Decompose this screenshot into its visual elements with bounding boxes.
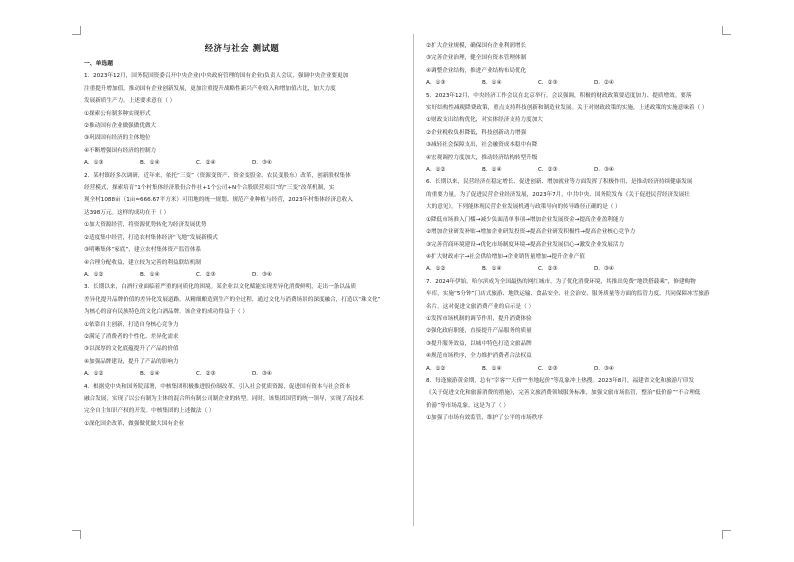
option-statement: ②推动国有企业做强做优做大 xyxy=(84,123,157,130)
answer-choice[interactable]: D．③④ xyxy=(594,365,614,372)
answer-choices-row xyxy=(426,77,742,89)
question-text-line: 差异化提升品牌价值的差异化发展道路。从精细酿造到生产的全过程，通过文化与消费场景的深度融合，打造以“珠文化” xyxy=(84,296,381,303)
answer-choice[interactable]: A．①③ xyxy=(84,160,104,167)
question-text-line: 达398万元。这样的成功在于（ ） xyxy=(84,209,170,216)
answer-choice[interactable]: D．③④ xyxy=(252,271,272,278)
answer-choice[interactable]: A．①③ xyxy=(426,80,446,87)
answer-choice[interactable]: D．③④ xyxy=(252,160,272,167)
answer-choices-row xyxy=(84,269,400,281)
option-statement: ④宏观调控力度加大，推动经济结构转型升级 xyxy=(426,154,538,161)
option-statement: ③明晰集体“家底”，建立农村集体资产监管体系 xyxy=(84,247,202,254)
crop-mark-bottom-left xyxy=(72,530,81,539)
answer-choice[interactable]: C．②③ xyxy=(538,167,558,174)
question-text-line: 融合发展，实现了以公有制为主体的混合所有制公司制企业的转型。同时，该集团国营的统一领导，实现了高技术 xyxy=(84,395,364,402)
answer-choice[interactable]: C．②③ xyxy=(538,80,558,87)
option-statement: ③以深厚的文化底蕴提升了产品的价值 xyxy=(84,346,179,353)
option-statement: ①加大资源经营，将资源优势转化为经济发展优势 xyxy=(84,222,207,229)
option-statement: ①发挥市场机制的调节作用，提升消费体验 xyxy=(426,315,532,322)
answer-choice[interactable]: B．①④ xyxy=(482,80,502,87)
question-text-line: 现全村1088亩（1亩≈666.67平方米）可用地的统一规划、规范产业种植与经营，2023年村集体经济总收入 xyxy=(84,197,353,204)
option-statement: ④调整企业结构，推进产业结构布局优化 xyxy=(426,67,527,74)
answer-choice[interactable]: B．①④ xyxy=(482,365,502,372)
answer-choice[interactable]: C．②③ xyxy=(538,365,558,372)
answer-choice[interactable]: D．③④ xyxy=(594,167,614,174)
answer-choice[interactable]: D．②④ xyxy=(594,80,614,87)
option-statement: ④规范市场秩序，全力维护消费者合法权益 xyxy=(426,353,532,360)
option-statement: ③减轻社会保障支出，社会融资成本稳中有降 xyxy=(426,142,538,149)
option-statement: ④加强品牌建设，提升了产品的影响力 xyxy=(84,358,179,365)
section-heading: 一、单选题 xyxy=(84,61,113,67)
crop-mark-top-right xyxy=(722,26,731,35)
option-statement: ②企业税收负担降低，科技创新动力增强 xyxy=(426,129,527,136)
answer-choices-row xyxy=(84,157,400,169)
question-text-line: 价游”等市场乱象。这是为了（ ） xyxy=(426,402,509,409)
option-statement: ③完善营商环境建设→优化市场制度环境→提高企业发展信心→激发企业发展活力 xyxy=(426,241,625,248)
question-text-line: 6．长期以来，民营经济在稳定增长、促进创新、增加就业等方面发挥了积极作用，是推动经济持续健康发展 xyxy=(426,179,693,186)
option-statement: ③完善企业治理，健全国有资本管理体制 xyxy=(426,55,527,62)
answer-choices-row xyxy=(426,164,742,176)
question-text-line: 注重提升增加值，推动国有企业创新发展，更加注重提升战略性新兴产业收入和增加值占比，加大力度 xyxy=(84,85,336,92)
question-text-line: 为核心的富有民族特色的文化白酒品牌。该企业的成功得益于（ ） xyxy=(84,309,248,316)
column-divider xyxy=(413,34,414,526)
option-statement: ②强化政府职能，直接提升产品服务的质量 xyxy=(426,328,532,335)
answer-choice[interactable]: B．①④ xyxy=(140,271,160,278)
question-text-line: 经营模式，探索培育“1个村集体经济股份合作社+1个公司+N个合股联营项目”的“三变”改革机制，实 xyxy=(84,185,335,192)
question-text-line: 名片。这对促进文旅消费产业的启示是（ ） xyxy=(426,303,535,310)
question-text-line: 1．2023年12月，国务院国资委召开中央企业(中央政府管理的国有企业)负责人会议，强调中央企业要更加 xyxy=(84,73,349,80)
answer-choice[interactable]: A．①② xyxy=(426,167,446,174)
option-statement: ④不断增强国有经济的控制力 xyxy=(84,147,157,154)
question-text-line: 的重要力量。为了促进民营企业经济发展，2023年7月，中共中央、国务院发布《关于促进民营经济发展壮 xyxy=(426,191,690,198)
answer-choice[interactable]: B．①④ xyxy=(140,371,160,378)
option-statement: ①依靠自主创新，打造自身核心竞争力 xyxy=(84,321,179,328)
option-statement: ②满足了消费者的个性化、差异化需求 xyxy=(84,333,179,340)
answer-choices-row xyxy=(426,263,742,275)
page-title: 经济与社会 测试题 xyxy=(204,43,280,53)
answer-choice[interactable]: B．①④ xyxy=(140,160,160,167)
option-statement: ②扩大企业规模，确保国有企业利润增长 xyxy=(426,43,527,49)
answer-choice[interactable]: C．②③ xyxy=(196,271,216,278)
option-statement: ③巩固国有经济的主体地位 xyxy=(84,135,151,142)
option-statement: ④合理分配收益，建立较为完善的利益联结机制 xyxy=(84,259,201,266)
question-text-line: 发展新质生产力。上述要求意在（ ） xyxy=(84,98,176,105)
question-text-line: 大的意见》。下列能体现民营企业发展机遇与政策导向的传导路径正确的是（ ） xyxy=(426,204,621,211)
crop-mark-top-left xyxy=(72,26,81,35)
question-text-line: 实好结构性减税降费政策，重点支持科技创新和制造业发展。关于对财政政策的实施，上述政策的实施意味着（ ） xyxy=(426,105,708,112)
question-text-line: 7．2024年伊始，哈尔滨成为全国最热的网红城市，为了优化消费环境，其推出免费“地铁搭载乘”，修建购物 xyxy=(426,278,696,285)
question-text-line: 3．长期以来，白酒行业面临着严重的同质化的困境。某企业以文化赋能实现差异化消费鲜明，走出一条以品质 xyxy=(84,284,357,291)
answer-choice[interactable]: D．③④ xyxy=(594,266,614,273)
crop-mark-bottom-right xyxy=(722,530,731,539)
answer-choice[interactable]: C．②④ xyxy=(196,160,216,167)
answer-choice[interactable]: A．①② xyxy=(84,371,104,378)
option-statement: ④扩大财政赤字→社会供给增加→企业销售量增加→提升企业产值 xyxy=(426,253,585,260)
answer-choice[interactable]: A．①② xyxy=(426,365,446,372)
option-statement: ①探索公有制多种实现形式 xyxy=(84,110,151,117)
answer-choice[interactable]: A．①② xyxy=(426,266,446,273)
right-column xyxy=(426,40,742,425)
answer-choices-row xyxy=(426,363,742,375)
option-statement: ①深化国企改革，做强做优做大国有企业 xyxy=(84,420,185,427)
option-statement: ①降低市场准入门槛→减少负面清单事项→增加企业发展资金→提高企业盈利能力 xyxy=(426,216,625,223)
option-statement: ①财政支出结构优化，对实体经济支持力度加大 xyxy=(426,117,543,124)
option-statement: ②增加企业研发补贴→增加企业研发投资→提高企业研发积极性→提高企业核心竞争力 xyxy=(426,229,636,236)
answer-choice[interactable]: D．③④ xyxy=(252,371,272,378)
question-text-line: 4．根据党中央和国务院部署，中核集团积极推进股份制改革，引入社会优质资源，促进国有资本与社会资本 xyxy=(84,383,351,390)
option-statement: ③提升服务效益，以城中特色打造文旅品牌 xyxy=(426,340,532,347)
question-text-line: 5．2023年12月，中央经济工作会议在北京举行。会议强调，积极的财政政策要适度加力、提质增效。要落 xyxy=(426,92,692,99)
answer-choice[interactable]: C．②③ xyxy=(538,266,558,273)
option-statement: ②适度集中经营，打造农村集体经济“飞地”发展新模式 xyxy=(84,234,218,241)
option-statement: ①加强了市场有效监管，维护了公平的市场秩序 xyxy=(426,415,543,422)
left-column xyxy=(84,38,400,430)
answer-choice[interactable]: B．①④ xyxy=(482,167,502,174)
question-text-line: 《关于促进文化和旅游消费的措施》，完善文旅消费领域服务标准，加强文旅市场监管，整治“低价游”“不合理低 xyxy=(426,390,701,397)
question-text-line: 完全自主知识产权的开发。中核集团的上述做法（ ） xyxy=(84,408,215,415)
answer-choices-row xyxy=(84,368,400,380)
question-text-line: 车库，实施“5分钟”门店式旅游、地铁运输、食品安全、社会治安、服务质量等方面的监管力度，共同保障冰雪旅游 xyxy=(426,291,710,298)
answer-choice[interactable]: A．①② xyxy=(84,271,104,278)
question-text-line: 2．某村镇经多次调研，近年来，依托“三变”（资源变资产、资金变股金、农民变股东）改革，创新股权集体 xyxy=(84,172,351,179)
answer-choice[interactable]: B．①④ xyxy=(482,266,502,273)
answer-choice[interactable]: C．②③ xyxy=(196,371,216,378)
question-text-line: 8．每逢旅游黄金期，总有“宰客”“天价”“坐地起价”等乱象冲上热搜。2023年8月，福建省文化和旅游厅印发 xyxy=(426,377,695,384)
